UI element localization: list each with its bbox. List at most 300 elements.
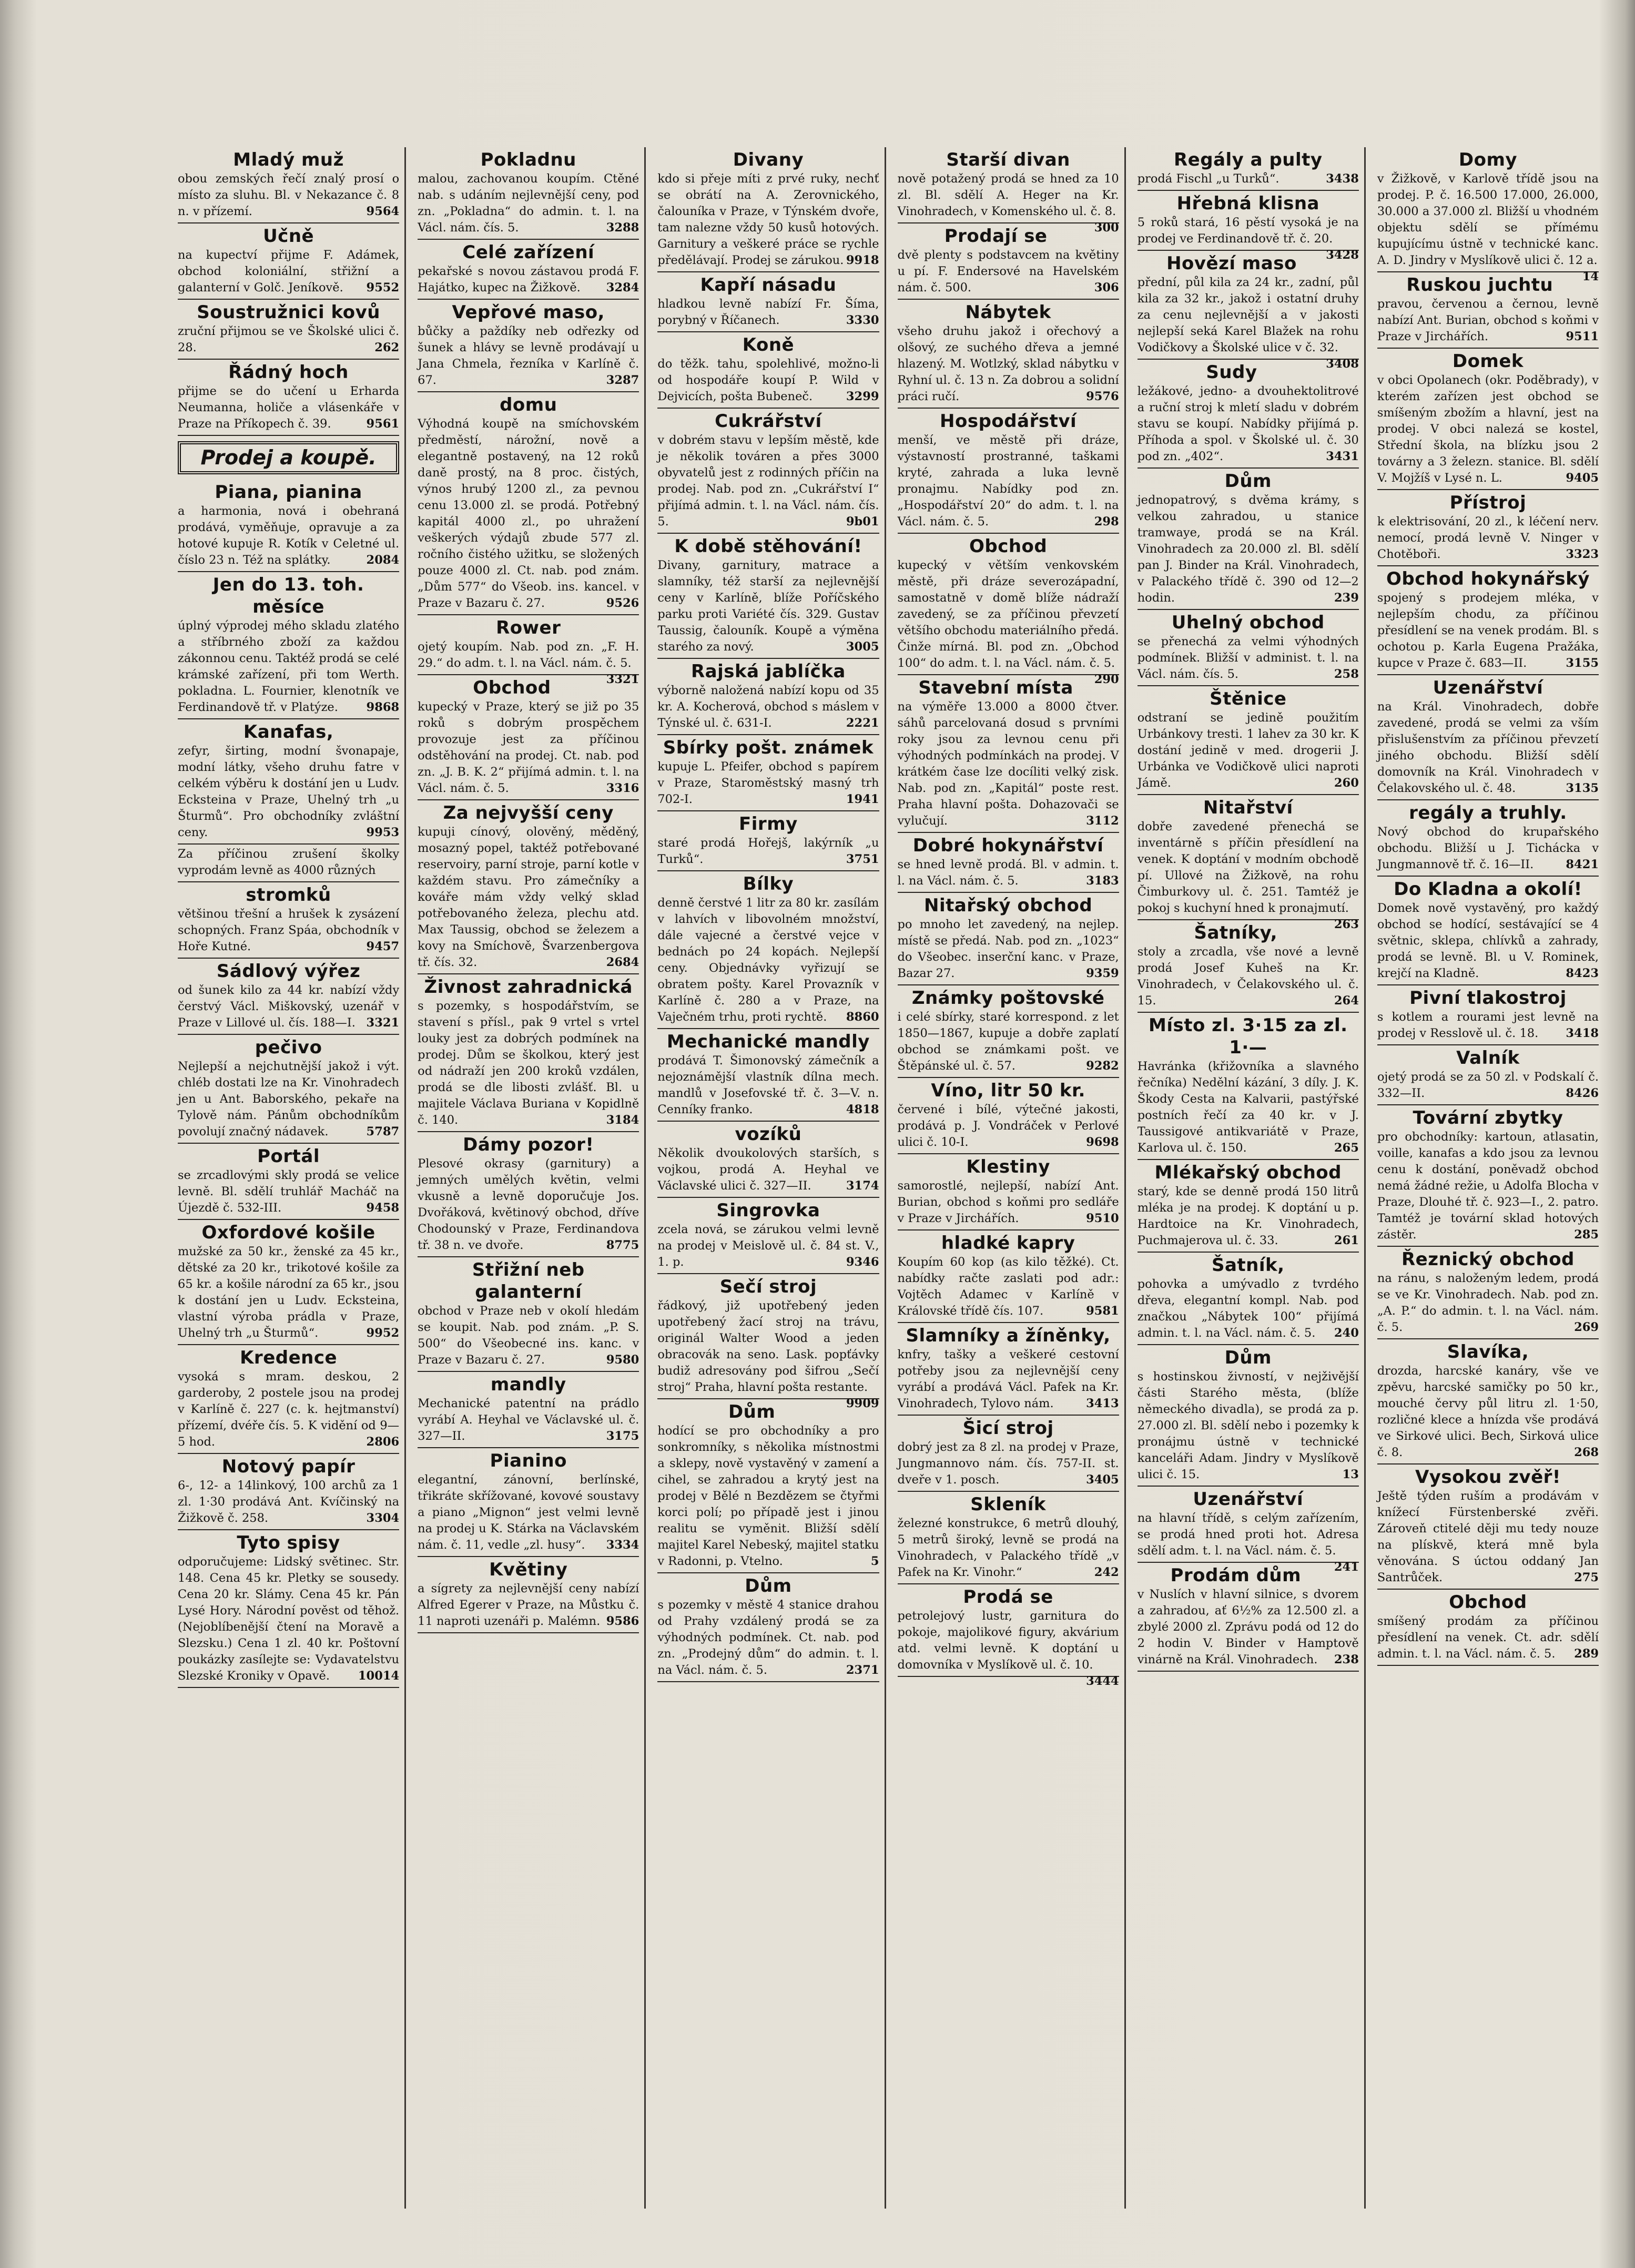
classified-ad [898, 1154, 1119, 1230]
ad-text: pravou, červenou a černou, levně nabízí Ant. Burian, obchod s koňmi v Praze v Jirchářích. [1377, 297, 1599, 343]
ad-body [1138, 1369, 1359, 1483]
ad-text: starý, kde se denně prodá 150 litrů mléka je na prodej. K doptání u p. Hardtoice na Kr. Vinohradech, Puchmajerova ul. č. 33. [1137, 1185, 1359, 1247]
ad-title: Dům [1224, 471, 1272, 492]
classified-ad [1377, 1105, 1599, 1247]
ad-number: 9580 [606, 1353, 639, 1367]
ad-number: 9552 [366, 281, 400, 294]
ad-title: Obchod [969, 536, 1048, 557]
ad-body [1377, 514, 1599, 563]
ad-body [898, 1178, 1119, 1227]
classified-ad [657, 811, 879, 871]
ad-text: ojetý prodá se za 50 zl. v Podskalí č. 332—II. [1377, 1070, 1599, 1100]
classified-ad [657, 409, 879, 534]
classified-ad [657, 1274, 879, 1410]
ad-title: Tovární zbytky [1413, 1107, 1563, 1128]
ad-number: 241 [1334, 1560, 1359, 1574]
ad-number: 9576 [1086, 390, 1119, 403]
ad-body [1377, 171, 1599, 283]
ad-title: Koně [742, 334, 795, 355]
ad-number: 3428 [1326, 248, 1359, 262]
ad-text: přední, půl kila za 24 kr., zadní, půl kila za 32 kr., jakož i ostatní druhy za cenu nejlevnější a v jakosti nejlepší seká Karel Blažek na rohu Vodičkovy a Školské ulice v č. 32. [1137, 276, 1359, 354]
ad-title: Známky poštovské [911, 988, 1105, 1009]
ad-text: 5 roků stará, 16 pěstí vysoká je na prodej ve Ferdinandově tř. č. 20. [1137, 216, 1359, 246]
ad-text: přijme se do učení u Erharda Neumanna, holiče a vlásenkáře v Praze na Příkopech č. 39. [178, 384, 400, 431]
classified-ad [418, 392, 639, 615]
ad-number: 9561 [366, 417, 400, 431]
ad-number: 265 [1334, 1141, 1359, 1155]
ad-title: Vysokou zvěř! [1415, 1467, 1561, 1488]
ad-text: prodá Fischl „u Turků“. [1137, 172, 1279, 186]
ad-title: Mladý muž [233, 149, 344, 170]
classified-ad [1377, 147, 1599, 283]
ad-body [418, 699, 639, 797]
ad-text: pohovka a umývadlo z tvrdého dřeva, elegantní kompl. Nab. pod značkou „Nábytek 100“ přijímá admin. t. l. na Václ. nám. č. 5. [1137, 1277, 1359, 1340]
ad-number: 258 [1334, 667, 1359, 681]
ad-number: 14 [1582, 270, 1599, 283]
ad-body [1377, 1009, 1599, 1042]
classified-ad [1377, 675, 1599, 800]
ad-number: 9909 [846, 1397, 879, 1410]
ad-title: Oxfordové košile [201, 1222, 375, 1243]
classified-ad [657, 147, 879, 272]
column-4 [893, 147, 1126, 2209]
classified-ad [178, 1220, 399, 1345]
ad-title: Prodá se [963, 1586, 1053, 1608]
column-1 [174, 147, 406, 2209]
ad-title: Přístroj [1449, 492, 1527, 513]
ad-text: knfry, tašky a veškeré cestovní potřeby jsou za nejlevnější ceny vyrábí a prodává Václ. Pafek na Kr. Vinohradech, Tylovo nám. [897, 1348, 1119, 1410]
classified-ad [1377, 1045, 1599, 1105]
ad-text: Několik dvoukolových starších, s vojkou, prodá A. Heyhal ve Václavské ulici č. 327—II. [657, 1146, 879, 1193]
ad-text: kupuje L. Pfeifer, obchod s papírem v Praze, Staroměstský masný trh 702-I. [657, 760, 879, 806]
ad-number: 300 [1094, 221, 1119, 235]
ad-body [898, 432, 1119, 530]
ad-title: Slavíka, [1447, 1341, 1529, 1362]
classified-ad [178, 882, 399, 959]
ad-number: 3413 [1086, 1397, 1119, 1410]
ad-number: 3321 [606, 673, 639, 686]
ad-text: se zrcadlovými skly prodá se velice levně. Bl. sdělí truhlář Macháč na Újezdě č. 532-III. [178, 1168, 400, 1215]
ad-text: obchod v Praze neb v okolí hledám se koupit. Nab. pod znám. „P. S. 500“ do Všeobecné ins. kanc. v Praze v Bazaru č. 27. [418, 1304, 639, 1367]
classified-ad [418, 1448, 639, 1557]
ad-body [418, 1396, 639, 1445]
ad-text: všeho druhu jakož i ořechový a olšový, ze suchého dřeva a jemné hlazený. M. Wotlzký, sklad nábytku v Ryhní ul. č. 13 n. Za dobrou a solidní práci ručí. [897, 324, 1119, 403]
ad-body [898, 1254, 1119, 1319]
ad-text: k elektrisování, 20 zl., k léčení nerv. nemocí, prodá levně V. Ninger v Chotěboři. [1377, 515, 1599, 561]
classified-ad [1377, 1339, 1599, 1464]
ad-body [178, 503, 399, 568]
ad-title: Sádlový výřez [216, 961, 361, 982]
ad-body [418, 171, 639, 236]
ad-title: Dům [728, 1401, 776, 1422]
ad-number: 9581 [1086, 1304, 1119, 1318]
ad-number: 3334 [606, 1538, 639, 1552]
classified-ad [657, 871, 879, 1029]
ad-number: 3135 [1566, 781, 1599, 795]
ad-number: 275 [1574, 1571, 1599, 1584]
ad-title: Dům [1224, 1347, 1272, 1368]
ad-text: drozda, harcské kanáry, vše ve zpěvu, harcské samičky po 50 kr., mouché červy půl litru zl. 1·50, rozličné klece a hnízda vše prodává ve Sirkové ulici. Bech, Sirková ulice č. 8. [1377, 1364, 1599, 1459]
ad-text: řádkový, již upotřebený jeden upotřebený žací stroj na trávu, originál Walter Wood a jeden obracovák na seno. Lask. popťávky budiž adresovány pod šifrou „Sečí stroj“ Praha, hlavní pošta restante. [657, 1299, 879, 1394]
ad-body [178, 323, 399, 356]
ad-text: petrolejový lustr, garnitura do pokoje, majolikové figury, akvárium atd. velmi levně. K doptání u domovníka v Myslíkově ul. č. 10. [897, 1609, 1119, 1672]
ad-body [418, 263, 639, 296]
ad-text: s pozemky, s hospodářstvím, se stavení s přísl., pak 9 vrtel s vrtel louky jest za dobrých podmínek na prodej. Dům se školkou, který jest od nádraží jen 200 kroků vzdálen, prodá se dle libosti zvlášť. Bl. u majitele Václava Buriana v Kopidlně č. 140. [418, 999, 639, 1127]
classified-ad [657, 1198, 879, 1274]
ad-text: od šunek kilo za 44 kr. nabízí vždy čerstvý Václ. Miškovský, uzenář v Praze v Lillové ul. čís. 188—I. [178, 983, 400, 1030]
ad-body [1377, 900, 1599, 982]
ad-text: s kotlem a rourami jest levně na prodej v Resslově ul. č. 18. [1377, 1010, 1599, 1040]
classified-ad [1137, 795, 1359, 931]
ad-text: malou, zachovanou koupím. Ctěné nab. s udáním nejlevnější ceny, pod zn. „Pokladna“ do admin. t. l. na Václ. nám. čís. 5. [418, 172, 639, 235]
ad-number: 3304 [366, 1511, 400, 1525]
ad-title: Obchod [473, 677, 551, 698]
classified-ad [418, 675, 639, 800]
ad-body [418, 998, 639, 1128]
column-2 [413, 147, 646, 2209]
ad-number: 3330 [846, 313, 879, 327]
ad-body [898, 917, 1119, 982]
ad-body [657, 1222, 879, 1270]
classified-ad [1138, 1345, 1359, 1487]
ad-text: staré prodá Hořejš, lakýrník „u Turků“. [657, 836, 879, 866]
ad-text: většinou třešní a hrušek k zysázení schopných. Franz Spáa, obchodník v Hoře Kutné. [178, 907, 400, 953]
ad-title: Nitařství [1203, 797, 1293, 818]
classified-ad [1138, 1563, 1359, 1672]
classified-ad [1137, 1487, 1359, 1574]
classified-ad [898, 1416, 1119, 1492]
classified-ad [657, 1122, 879, 1198]
classified-ad [418, 240, 639, 300]
classified-ad [1377, 800, 1599, 877]
classified-ad [897, 534, 1119, 686]
ad-title: Domy [1458, 149, 1518, 170]
ad-text: Ještě týden ruším a prodávám v knížecí Fürstenberské zvěři. Zároveň ctitelé ději mu tedy nouze na plískvě, která mně byla věnována. S úctou oddaný Jan Santrůček. [1377, 1489, 1599, 1584]
ad-title: Notový papír [221, 1456, 356, 1477]
ad-body [1377, 1488, 1599, 1586]
ad-body [1377, 296, 1599, 345]
ad-body [657, 683, 879, 731]
ad-number: 3174 [846, 1179, 879, 1193]
classified-ad [1137, 251, 1359, 371]
classified-ad [1138, 920, 1359, 1013]
ad-title: Dobré hokynářství [912, 835, 1104, 856]
ad-body [178, 1554, 399, 1684]
ad-text: červené i bílé, výtečné jakosti, prodává p. J. Vondráček v Perlové ulici č. 10-I. [897, 1103, 1119, 1149]
ad-body [657, 557, 879, 655]
ad-title: Víno, litr 50 kr. [931, 1080, 1085, 1101]
ad-title: Řádný hoch [228, 362, 349, 383]
ad-number: 3284 [606, 281, 639, 294]
ad-number: 3287 [606, 373, 639, 387]
ad-text: kupecký v větším venkovském městě, při dráze severozápadní, samostatně v domě blíže nádraží zavedený, se za příčinou převzetí většího obchodu materiálního předá. Činže mírná. Bl. pod zn. „Obchod 100“ do adm. t. l. na Václ. nám. č. 5. [897, 558, 1119, 670]
ad-title: Celé zařízení [462, 242, 595, 263]
ad-number: 3408 [1326, 357, 1359, 371]
ad-number: 2684 [606, 955, 639, 969]
classified-ad [418, 974, 639, 1132]
ad-text: bůčky a paždíky neb odřezky od šunek a hlávy se levně prodávají u Jana Chmela, řezníka v Karlíně č. 67. [418, 324, 639, 387]
classified-ad [178, 719, 399, 845]
classified-ad [1138, 469, 1359, 610]
classified-ad [898, 300, 1119, 409]
ad-text: nově potažený prodá se hned za 10 zl. Bl. sdělí A. Heger na Kr. Vinohradech, v Komenského ul. č. 8. [897, 172, 1119, 218]
ad-text: výborně naložená nabízí kopu od 35 kr. A. Kocherová, obchod s máslem v Týnské ul. č. 631-I. [657, 684, 879, 730]
ad-title: Hřebná klisna [1176, 193, 1319, 214]
ad-body [178, 1244, 399, 1341]
ad-number: 263 [1334, 918, 1359, 931]
ad-title: K době stěhování! [674, 536, 862, 557]
ad-number: 9359 [1086, 967, 1119, 980]
ad-body [657, 296, 879, 329]
ad-title: domu [500, 394, 557, 415]
ad-body [178, 743, 399, 841]
classified-ad [418, 1257, 639, 1372]
ad-title: Skleník [970, 1494, 1046, 1515]
classified-ad [898, 675, 1119, 833]
ad-text: v Nuslích v hlavní silnice, s dvorem a zahradou, ať 6½% za 12.500 zl. a zbylé 2000 zl. Zprávu podá od 12 do 2 hodin V. Binder v Hamptově vinárně na Král. Vinohradech. [1137, 1588, 1359, 1666]
ad-number: 9868 [366, 700, 400, 714]
ad-number: 3288 [606, 221, 639, 235]
ad-text: do těžk. tahu, spolehlivé, možno-li od hospodáře koupí P. Wild v Dejvicích, pošta Bubeneč. [657, 357, 879, 403]
ad-title: Domek [1452, 351, 1524, 372]
ad-title: Šicí stroj [962, 1418, 1054, 1439]
classified-ad [1377, 1464, 1599, 1590]
ad-body [1377, 1069, 1599, 1102]
ad-number: 3323 [1566, 547, 1599, 561]
ad-title: Tyto spisy [237, 1532, 340, 1553]
ad-text: v Žižkově, v Karlově třídě jsou na prodej. P. č. 16.500 17.000, 26.000, 30.000 a 37.000 zl. Bližší u vhodném objektu sdělí se přímému kupujícímu ústně v technické kanc. A. D. Jindry v Myslíkově ulici č. 12 a. [1377, 172, 1599, 267]
ad-text: Výhodná koupě na smíchovském předměstí, nárožní, nově a elegantně postavený, na 12 roků daně prostý, na 8 proc. čistých, výnos hrubý 1200 zl., za pevnou cenu 13.000 zl. se prodá. Potřebný kapitál 4000 zl., po uhražení veškerých výdajů zbude 577 zl. ročního čistého užitku, se složených pouze 4000 zl. Ct. nab. pod znám. „Dům 577“ do Všeob. ins. kancel. v Praze v Bazaru č. 27. [418, 417, 639, 610]
ad-number: 242 [1094, 1565, 1119, 1579]
ad-number: 3155 [1566, 656, 1599, 670]
ad-body [418, 1156, 639, 1254]
classified-ad [898, 1230, 1119, 1323]
ad-text: s pozemky v městě 4 stanice drahou od Prahy vzdálený prodá se za výhodných podmínek. Ct. nab. pod zn. „Prodejný dům“ do admin. t. l. na Václ. nám. č. 5. [657, 1598, 879, 1677]
ad-number: 3299 [846, 390, 879, 403]
ad-title: Valník [1456, 1047, 1520, 1069]
ad-number: 3405 [1086, 1473, 1119, 1487]
classified-ad [1377, 349, 1599, 490]
classified-ad [178, 1530, 399, 1688]
ad-number: 3175 [606, 1429, 639, 1443]
ad-number: 260 [1334, 776, 1359, 790]
ad-text: kupecký v Praze, který se již po 35 roků s dobrým prospěchem provozuje jest za příčinou odstěhování na prodej. Ct. nab. pod zn. „J. B. K. 2“ přijímá admin. t. l. na Václ. nám. č. 5. [418, 700, 639, 795]
ad-body [1138, 944, 1359, 1009]
ad-title: Ruskou juchtu [1406, 274, 1553, 296]
ad-body [1377, 1270, 1599, 1336]
ad-number: 289 [1574, 1647, 1599, 1661]
ad-title: Jen do 13. toh. měsíce [212, 574, 364, 617]
ad-number: 8426 [1566, 1086, 1599, 1100]
ad-body [418, 639, 639, 686]
ad-number: 9b01 [846, 515, 879, 528]
ad-number: 2371 [846, 1663, 879, 1677]
classified-ad [418, 1557, 639, 1633]
classified-ad [898, 1323, 1119, 1416]
ad-text: hodící se pro obchodníky a pro sonkromníky, s několika místnostmi a sklepy, nově vystavěný v zamení a cihel, se zahradou a krytý jest na prodej v Bělé n Bezdězem se čtyřmi korci polí; po případě jest i jinou realitu se vyměnit. Bližší sdělí majitel Karel Nebeský, majitel statku v Radonni, p. Vtelno. [657, 1424, 879, 1568]
ad-text: mužské za 50 kr., ženské za 45 kr., dětské za 20 kr., trikotové košile za 65 kr. a košile národní za 65 kr., jsou k dostání jen u Ludv. Ecksteina, vlastní výroba prádla v Praze, Uhelný trh „u Šturmů“. [178, 1245, 400, 1340]
classified-ad [1377, 490, 1599, 566]
ad-title: Sbírky pošt. známek [663, 737, 874, 758]
ad-title: Obchod hokynářský [1386, 568, 1590, 589]
classified-ad [898, 893, 1119, 985]
classified-ad [178, 572, 399, 719]
ad-text: prodává T. Šimonovský zámečník a nejoznámější vlastník dílna mech. mandlů v Josefovské tř. č. 3—V. n. Cenníky franko. [657, 1054, 879, 1116]
ad-number: 2806 [366, 1435, 400, 1449]
ad-number: 8860 [846, 1010, 879, 1024]
ad-title: Singrovka [716, 1200, 820, 1221]
ad-text: menší, ve městě při dráze, výstavností prostranné, taškami kryté, zahrada a luka levně pronajmu. Nabídky pod zn. „Hospodářství 20“ do adm. t. l. na Václ. nám. č. 5. [897, 433, 1119, 528]
ad-body [1377, 590, 1599, 672]
ad-number: 3184 [606, 1113, 639, 1127]
ad-body [1138, 1276, 1359, 1341]
ad-body [178, 1059, 399, 1140]
ad-number: 9952 [366, 1326, 400, 1340]
ad-number: 9918 [846, 253, 879, 267]
ad-number: 3005 [846, 640, 879, 654]
ad-number: 3321 [366, 1016, 400, 1030]
classified-ad [898, 1078, 1119, 1154]
ad-title: Pianino [490, 1450, 567, 1471]
ad-title: Sečí stroj [719, 1276, 817, 1297]
ad-title: Soustružnici kovů [197, 302, 380, 323]
column-5 [1133, 147, 1366, 2209]
ad-number: 9510 [1086, 1212, 1119, 1225]
classified-ad [178, 223, 399, 300]
classified-ad [1137, 191, 1359, 262]
classified-ad [898, 223, 1119, 300]
ad-text: hladkou levně nabízí Fr. Šíma, porybný v Říčanech. [657, 297, 879, 327]
classified-ad [898, 833, 1119, 893]
ad-body [1377, 699, 1599, 797]
ad-title: Střižní neb galanterní [472, 1259, 585, 1303]
classified-ad [657, 735, 879, 811]
ad-body [897, 557, 1119, 686]
ad-number: 3438 [1326, 172, 1359, 186]
classified-ad [657, 1573, 879, 1682]
ad-text: ležákové, jedno- a dvouhektolitrové a ruční stroj k mletí sladu v dobrém stavu se koupí. Nabídky přijímá p. Příhoda a spol. v Školské ul. č. 30 pod zn. „402“. [1137, 384, 1359, 463]
classified-ad [418, 1372, 639, 1448]
classified-ad [657, 1029, 879, 1122]
ad-body [1137, 215, 1359, 262]
ad-number: 238 [1334, 1653, 1359, 1666]
ad-text: na ránu, s naloženým ledem, prodá se ve Kr. Vinohradech. Nab. pod zn. „A. P.“ do admin. t. l. na Václ. nám. č. 5. [1377, 1272, 1599, 1334]
ad-title: Mechanické mandly [666, 1031, 870, 1052]
ad-text: a sígrety za nejlevnější ceny nabízí Alfred Egerer v Praze, na Můstku č. 11 naproti uzenáři p. Malémn. [418, 1582, 639, 1628]
ad-text: odporučujeme: Lidský světinec. Str. 148. Cena 45 kr. Pletky se sousedy. Cena 20 kr. Slámy. Cena 45 kr. Pán Lysé Hory. Národní pověst od těhož. (Nejoblíbenější čtení na Moravě a Slezsku.) Cena 1 zl. 40 kr. Poštovní poukázky zasílejte se: Vydavatelstvu Slezské Kroniky v Opavě. [178, 1555, 400, 1683]
classified-ad [898, 1492, 1119, 1584]
ad-number: 285 [1574, 1228, 1599, 1242]
classified-ad [418, 300, 639, 392]
ad-text: a harmonia, nová i obehraná prodává, vyměňuje, opravuje a za hotové kupuje R. Kotík v Celetné ul. číslo 23 n. Též na splátky. [178, 504, 400, 567]
ad-number: 9526 [606, 596, 639, 610]
ad-text: stoly a zrcadla, vše nové a levně prodá Josef Kuheš na Kr. Vinohradech, v Čelakovského ul. č. 15. [1137, 945, 1359, 1008]
ad-body [657, 1423, 879, 1570]
ad-text: Mechanické patentní na prádlo vyrábí A. Heyhal ve Václavské ul. č. 327—II. [418, 1397, 639, 1443]
ad-text: spojený s prodejem mléka, v nejlepším chodu, za příčinou přesídlení se na venek prodám. Bl. s ochotou p. Karla Eugena Pražáka, kupce v Praze č. 683—II. [1377, 591, 1599, 670]
ad-body [898, 1347, 1119, 1412]
ad-text: Havránka (křižovníka a slavného řečníka) Nedělní kázání, 3 díly. J. K. Škody Cesta na Kalvarii, pastýřské postních řečí za 40 kr. v J. Taussigové antikvariátě v Praze, Karlova ul. č. 150. [1137, 1060, 1359, 1155]
classified-ad [1377, 566, 1599, 675]
ad-body [657, 171, 879, 269]
ad-text: na kupectví přijme F. Adámek, obchod koloniální, střižní a galanterní v Golč. Jeníkově. [178, 248, 400, 294]
ad-body [178, 1369, 399, 1450]
ad-title: Regály a pulty [1173, 149, 1323, 170]
ad-text: Koupím 60 kop (as kilo těžké). Ct. nabídky račte zaslati pod adr.: Vojtěch Adamec v Karlíně v Královské třídě čís. 107. [897, 1255, 1119, 1318]
ad-text: Plesové okrasy (garnitury) a jemných umělých květin, velmi vkusně a levně doporučuje Jos. Dvořáková, květinový obchod, dříve Chodounský v Praze, Ferdinandova tř. 38 n. ve dvoře. [418, 1157, 639, 1252]
ad-text: i celé sbírky, staré korrespond. z let 1850—1867, kupuje a dobře zaplatí obchod se známkami pošt. ve Štěpánské ul. č. 57. [897, 1010, 1119, 1073]
ad-body [1138, 634, 1359, 683]
ad-body [1377, 1129, 1599, 1243]
ad-number: 298 [1094, 515, 1119, 528]
classified-ad [1138, 1160, 1359, 1253]
ad-body [418, 824, 639, 971]
ad-body [418, 416, 639, 612]
ad-text: 6-, 12- a 14linkový, 100 archů za 1 zl. 1·30 prodává Ant. Kvíčinský na Žižkově č. 258. [178, 1479, 400, 1525]
ad-title: Dámy pozor! [463, 1134, 594, 1155]
classified-ad [178, 300, 399, 360]
ad-title: Kredence [240, 1347, 338, 1368]
ad-body [898, 1009, 1119, 1074]
ad-number: 264 [1334, 994, 1359, 1008]
ad-text: dobrý jest za 8 zl. na prodej v Praze, Jungmannovo nám. čís. 757-II. st. dveře v 1. posch. [897, 1440, 1119, 1487]
ad-body [1138, 492, 1359, 606]
ad-number: 4818 [846, 1103, 879, 1116]
ad-text: dvě plenty s podstavcem na květiny u pí. F. Endersové na Havelském nám. č. 500. [897, 248, 1119, 294]
ad-title: hladké kapry [941, 1233, 1075, 1254]
ad-title: Firmy [739, 813, 798, 835]
ad-body [657, 356, 879, 405]
classified-ad [418, 615, 639, 686]
ad-body [657, 1053, 879, 1118]
ad-title: Slamníky a žíněnky, [906, 1325, 1111, 1346]
ad-title: Stavební místa [918, 677, 1073, 698]
ad-title: Mlékařský obchod [1154, 1162, 1342, 1183]
ad-number: 3112 [1086, 814, 1119, 828]
ad-body [1137, 1510, 1359, 1574]
ad-title: Nábytek [965, 302, 1051, 323]
ad-title: Uzenářství [1193, 1489, 1304, 1510]
ad-body [1138, 383, 1359, 465]
ad-text: denně čerstvé 1 litr za 80 kr. zasílám v lahvích v libovolném množství, dále vajecné a čerstvé vejce v bednách po 24 kopách. Nejlepší ceny. Objednávky vyřizují se obratem pošty. Karel Provazník v Karlíně č. 280 a v Praze, na Vaječném trhu, proti rychtě. [657, 896, 879, 1024]
classified-ad [1377, 985, 1599, 1045]
ad-text: kupuji cínový, olověný, měděný, mosazný popel, taktéž potřebované reservoiry, parní stroje, parní kotle v každém stavu. Pro zámečníky a kováře mám vždy velký sklad potřebovaného železa, plechu atd. Max Taussig, obchod se železem a kovy na Smíchově, Švarzenbergova tř. čís. 32. [418, 825, 639, 969]
ad-number: 306 [1094, 281, 1119, 294]
ad-body [1137, 819, 1359, 931]
ad-body [178, 618, 399, 716]
ad-title: Kapří násadu [700, 274, 837, 296]
ad-body [1138, 1184, 1359, 1249]
ad-title: Rajská jablíčka [690, 661, 846, 682]
ad-text: obou zemských řečí znalý prosí o místo za sluhu. Bl. v Nekazance č. 8 n. v přízemí. [178, 172, 400, 218]
ad-body [1138, 171, 1359, 187]
ad-text: Nový obchod do krupařského obchodu. Bližší u J. Tichácka v Jungmannově tř. č. 16—II. [1377, 825, 1599, 871]
ad-number: 269 [1574, 1320, 1599, 1334]
ad-title: vozíků [735, 1124, 802, 1145]
ad-text: na výměře 13.000 a 8000 čtver. sáhů parcelovaná dosud s prvními roky jsou za levnou cenu při výhodných podmínkách na prodej. V krátkém čase lze docíliti velký zisk. Nab. pod zn. „Kapitál“ poste rest. Praha hlavní pošta. Dohazovači se vylučují. [897, 700, 1119, 828]
ad-title: Místo zl. 3·15 za zl. 1·— [1149, 1015, 1348, 1058]
ad-text: Domek nově vystavěný, pro každý obchod se hodící, sestávající se 4 světnic, sklepa, chlívků a zahrady, prodá se levně. Bl. u V. Rominek, krejčí na Kladně. [1377, 901, 1599, 980]
classified-ad [1377, 272, 1599, 349]
classified-ad [897, 1584, 1119, 1688]
ad-title: Za nejvyšší ceny [443, 802, 614, 823]
ad-title: Dům [745, 1575, 792, 1596]
ad-text: po mnoho let zavedený, na nejlep. místě se předá. Nab. pod zn. „1023“ do Všeobec. inserční kanc. v Praze, Bazar 27. [897, 918, 1119, 980]
ad-title: Hospodářství [940, 411, 1077, 432]
ad-title: Květiny [489, 1559, 568, 1580]
ad-number: 8775 [606, 1238, 639, 1252]
ad-text: zcela nová, se zárukou velmi levně na prodej v Meislově ul. č. 84 st. V., 1. p. [657, 1223, 879, 1269]
